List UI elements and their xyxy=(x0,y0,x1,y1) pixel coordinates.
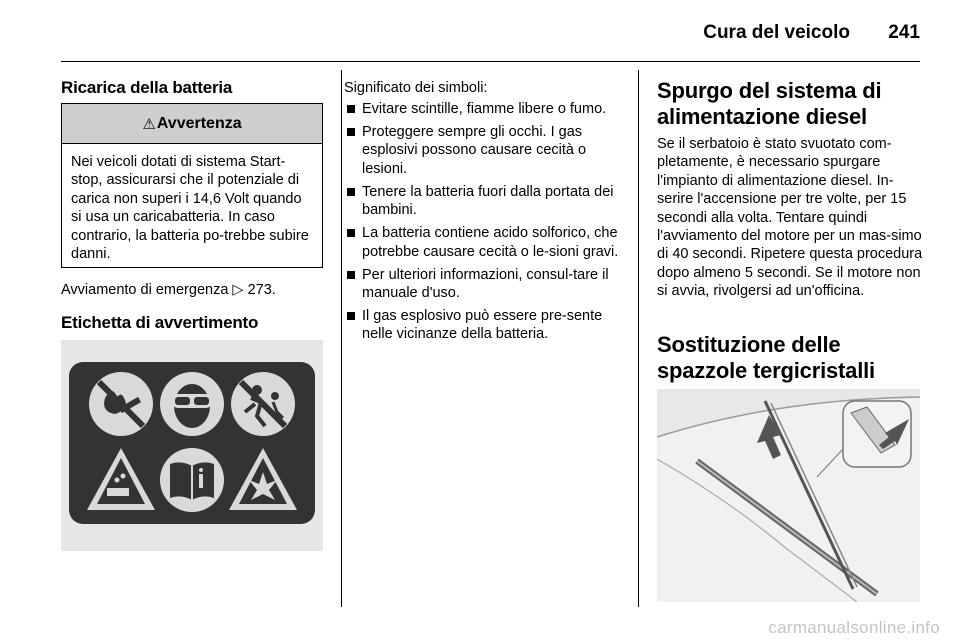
page-number: 241 xyxy=(888,22,920,43)
header-rule xyxy=(61,61,920,62)
warning-heading: Avvertenza xyxy=(156,114,242,132)
watermark: carmanualsonline.info xyxy=(768,618,940,637)
warning-triangle-icon: ⚠ xyxy=(142,115,156,133)
warning-label-graphic xyxy=(61,340,323,551)
warning-box xyxy=(61,103,323,268)
list-item: Per ulteriori informazioni, consul-tare il manuale d'uso. xyxy=(344,266,626,303)
column-divider-2 xyxy=(638,70,639,607)
section-title-wiper-replacement: Sostituzione delle spazzole tergicristalli xyxy=(657,332,875,383)
symbols-list xyxy=(344,100,626,348)
emergency-start-reference xyxy=(61,281,323,299)
running-header-title: Cura del veicolo xyxy=(703,22,850,43)
eye-protection-icon xyxy=(160,372,224,436)
warning-label-illustration xyxy=(61,340,323,551)
warning-text: Nei veicoli dotati di sistema Start-stop, assicurarsi che il potenziale di carica non superi i 14,6 Volt quando si usa un caricabatteria. In caso contrario, la batteria po-trebbe subire danni. xyxy=(71,154,309,263)
column-divider-1 xyxy=(341,70,342,607)
symbols-intro: Significato dei simboli: xyxy=(344,80,488,96)
emergency-ref-page: 273. xyxy=(247,282,276,298)
read-manual-icon xyxy=(160,448,224,512)
warning-header xyxy=(62,104,322,144)
list-item: Tenere la batteria fuori dalla portata dei bambini. xyxy=(344,183,626,220)
list-item: Evitare scintille, fiamme libere o fumo. xyxy=(344,100,626,118)
section-title-warning-label: Etichetta di avvertimento xyxy=(61,313,259,332)
list-item: Proteggere sempre gli occhi. I gas esplosivi possono causare cecità o lesioni. xyxy=(344,123,626,178)
list-item: Il gas esplosivo può essere pre-sente nelle vicinanze della batteria. xyxy=(344,307,626,344)
keep-away-children-icon xyxy=(231,372,295,436)
page-ref-arrow-icon: ▷ xyxy=(232,282,244,298)
list-item: La batteria contiene acido solforico, che potrebbe causare cecità o le-sioni gravi. xyxy=(344,224,626,261)
wiper-graphic xyxy=(657,389,920,602)
section-title-battery-charging: Ricarica della batteria xyxy=(61,78,233,97)
no-flame-icon xyxy=(89,372,153,436)
diesel-bleeding-text: Se il serbatoio è stato svuotato com-pletamente, è necessario spurgare l'impianto di alimentazione diesel. In-serire l'accensione per tre volte, per 15 secondi alla volta. Tentare quindi l'avviamento del motore per un mas-simo di 40 secondi. Ripetere questa procedura dopo almeno 5 secondi. Se il motore non si avvia, rivolgersi ad un'officina. xyxy=(657,136,923,300)
emergency-ref-text: Avviamento di emergenza xyxy=(61,282,229,298)
wiper-illustration xyxy=(657,389,920,602)
section-title-diesel-bleeding: Spurgo del sistema di alimentazione diesel xyxy=(657,78,882,129)
